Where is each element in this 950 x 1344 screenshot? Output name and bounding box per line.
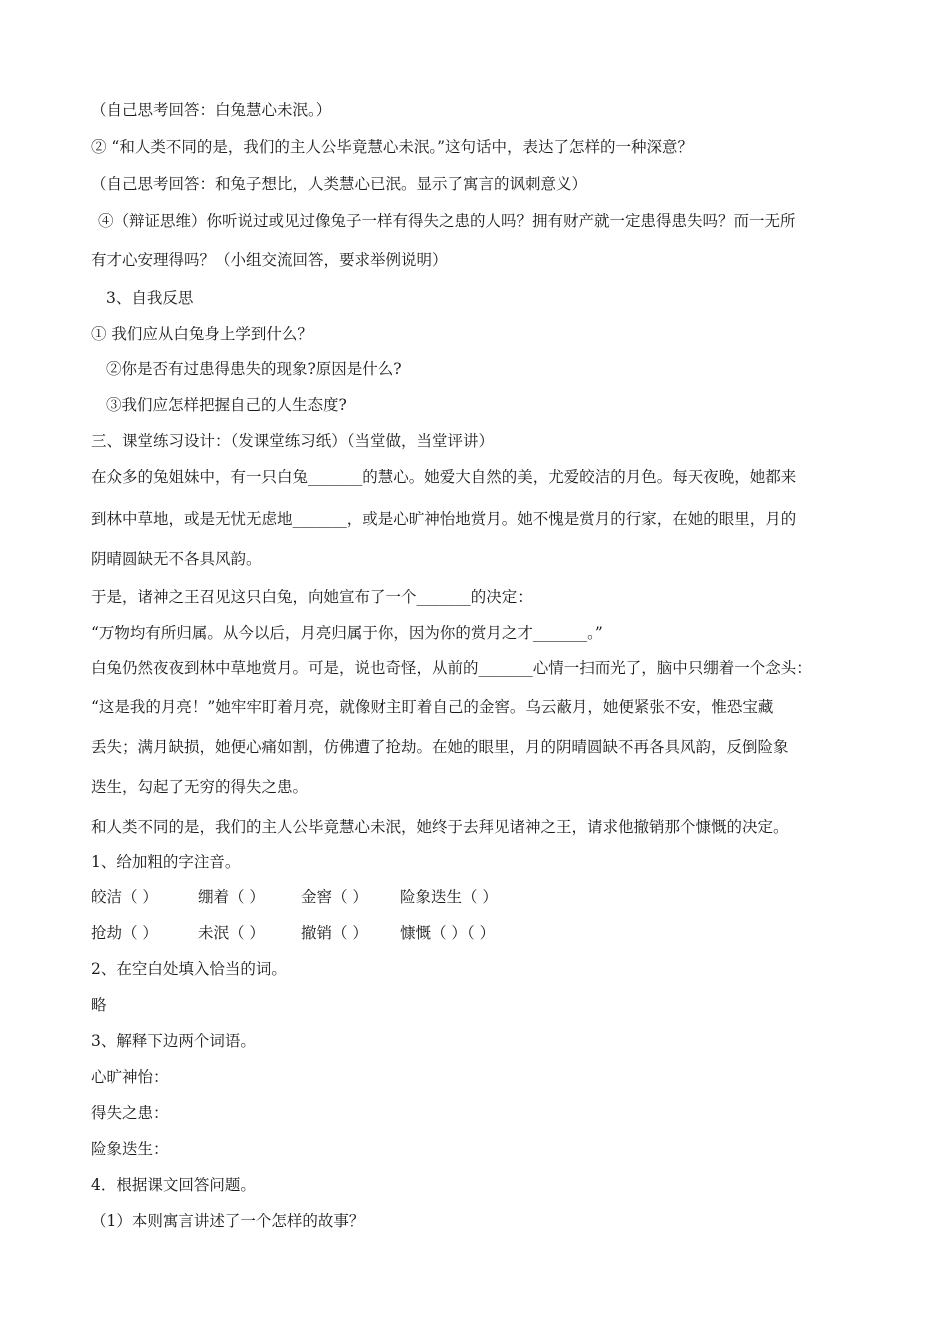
pinyin-item: 撤销（ ） bbox=[301, 924, 368, 942]
pinyin-row-2 bbox=[91, 923, 495, 943]
passage-line-1: 在众多的兔姐妹中，有一只白兔_______的慧心。她爱大自然的美，尤爱皎洁的月色。每天夜晚，她都来 bbox=[91, 468, 797, 486]
section-exercise-heading: 三、课堂练习设计：（发课堂练习纸）（当堂做，当堂评讲） bbox=[91, 432, 495, 450]
answer-note-2: （自己思考回答：和兔子想比，人类慧心已泯。显示了寓言的讽刺意义） bbox=[91, 175, 588, 193]
passage-line-10: 和人类不同的是，我们的主人公毕竟慧心未泯，她终于去拜见诸神之王，请求他撤销那个慷慨的决定。 bbox=[91, 818, 789, 836]
exercise-4-question-1: （1）本则寓言讲述了一个怎样的故事？ bbox=[91, 1212, 365, 1230]
passage-line-9: 迭生，勾起了无穷的得失之患。 bbox=[91, 778, 309, 796]
exercise-1-heading: 1、给加粗的字注音。 bbox=[91, 853, 241, 871]
passage-line-3: 阴晴圆缺无不各具风韵。 bbox=[91, 550, 262, 568]
reflection-1: ① 我们应从白兔身上学到什么？ bbox=[91, 325, 313, 343]
pinyin-item: 抢劫（ ） bbox=[91, 924, 158, 942]
term-2: 得失之患： bbox=[91, 1104, 169, 1122]
exercise-2-heading: 2、在空白处填入恰当的词。 bbox=[91, 960, 287, 978]
pinyin-item: 险象迭生（ ） bbox=[400, 888, 498, 906]
passage-line-5: “万物均有所归属。从今以后，月亮归属于你，因为你的赏月之才_______。” bbox=[91, 624, 603, 642]
reflection-2: ②你是否有过患得患失的现象?原因是什么? bbox=[106, 360, 402, 378]
reflection-3: ③我们应怎样把握自己的人生态度? bbox=[106, 396, 347, 414]
passage-line-4: 于是，诸神之王召见这只白兔，向她宣布了一个_______的决定： bbox=[91, 588, 533, 606]
passage-line-6: 白兔仍然夜夜到林中草地赏月。可是，说也奇怪，从前的_______心情一扫而光了，脑中只绷着一个念头： bbox=[91, 659, 812, 677]
term-1: 心旷神怡： bbox=[91, 1068, 169, 1086]
exercise-4-heading: 4．根据课文回答问题。 bbox=[91, 1176, 256, 1194]
pinyin-item: 未泯（ ） bbox=[198, 924, 265, 942]
term-3: 险象迭生： bbox=[91, 1140, 169, 1158]
pinyin-item: 皎洁（ ） bbox=[91, 888, 158, 906]
pinyin-row-1 bbox=[91, 887, 498, 907]
exercise-2-answer: 略 bbox=[91, 996, 107, 1014]
answer-note-1: （自己思考回答：白兔慧心未泯。） bbox=[91, 101, 332, 119]
question-4: ④（辩证思维）你听说过或见过像兔子一样有得失之患的人吗？拥有财产就一定患得患失吗？而一无所 bbox=[98, 212, 796, 230]
question-2: ② “和人类不同的是，我们的主人公毕竟慧心未泯。”这句话中，表达了怎样的一种深意？ bbox=[91, 138, 694, 156]
section-self-reflection: 3、自我反思 bbox=[106, 289, 194, 307]
passage-line-2: 到林中草地，或是无忧无虑地_______，或是心旷神怡地赏月。她不愧是赏月的行家，在她的眼里，月的 bbox=[91, 510, 797, 528]
pinyin-item: 慷慨（ ）（ ） bbox=[400, 924, 496, 942]
question-4-cont: 有才心安理得吗？（小组交流回答，要求举例说明） bbox=[91, 251, 448, 269]
pinyin-item: 金窖（ ） bbox=[301, 888, 368, 906]
passage-line-8: 丢失；满月缺损，她便心痛如割，仿佛遭了抢劫。在她的眼里，月的阴晴圆缺不再各具风韵，反倒险象 bbox=[91, 738, 789, 756]
passage-line-7: “这是我的月亮！”她牢牢盯着月亮，就像财主盯着自己的金窖。乌云蔽月，她便紧张不安，惟恐宝藏 bbox=[91, 698, 774, 716]
exercise-3-heading: 3、解释下边两个词语。 bbox=[91, 1032, 256, 1050]
pinyin-item: 绷着（ ） bbox=[198, 888, 265, 906]
